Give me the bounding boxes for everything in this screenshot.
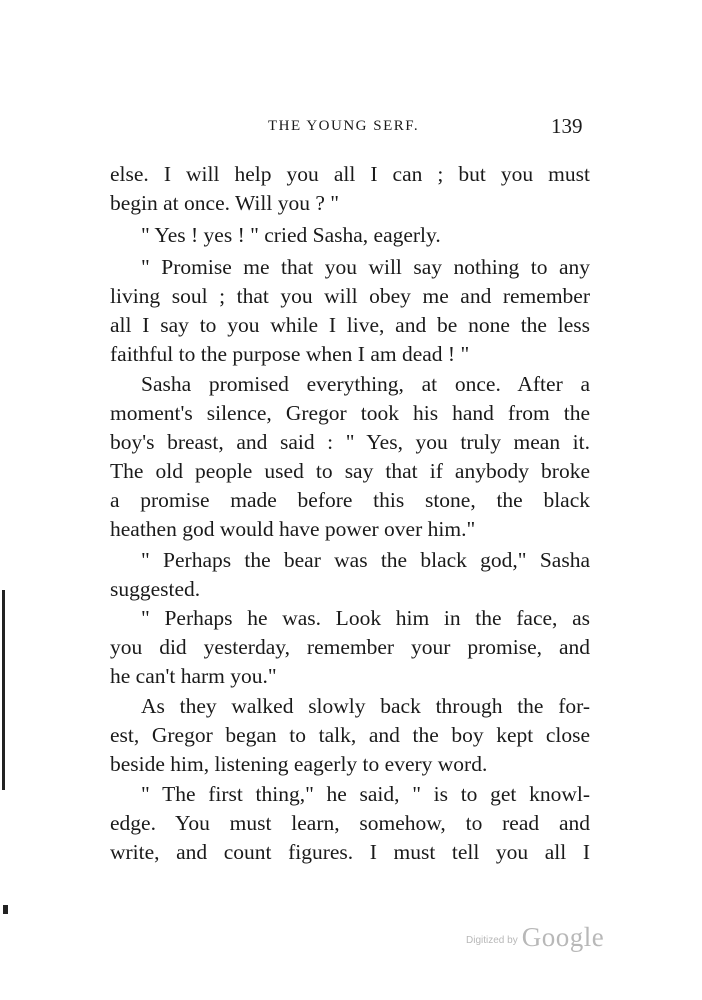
text-line: write, and count figures. I must tell you all I — [110, 840, 590, 864]
text-line: else. I will help you all I can ; but you must — [110, 162, 590, 186]
page-number: 139 — [551, 114, 583, 138]
text-line: all I say to you while I live, and be none the less — [110, 313, 590, 337]
text-line: faithful to the purpose when I am dead ! " — [110, 342, 470, 366]
text-line: moment's silence, Gregor took his hand from the — [110, 401, 590, 425]
text-line: " Perhaps the bear was the black god," Sasha — [141, 548, 590, 572]
text-line: est, Gregor began to talk, and the boy kept close — [110, 723, 590, 747]
text-line: he can't harm you." — [110, 664, 277, 688]
text-line: begin at once. Will you ? " — [110, 191, 340, 215]
google-watermark — [466, 922, 604, 953]
text-line: edge. You must learn, somehow, to read and — [110, 811, 590, 835]
text-line: a promise made before this stone, the black — [110, 488, 590, 512]
text-line: The old people used to say that if anybody broke — [110, 459, 590, 483]
text-line: " The first thing," he said, " is to get knowl- — [141, 782, 590, 806]
scan-edge-shadow — [2, 590, 5, 790]
text-line: suggested. — [110, 577, 201, 601]
text-line: " Promise me that you will say nothing to any — [141, 255, 590, 279]
text-line: " Yes ! yes ! " cried Sasha, eagerly. — [141, 223, 441, 247]
text-line: boy's breast, and said : " Yes, you truly mean it. — [110, 430, 590, 454]
google-logo: Google — [521, 922, 605, 952]
text-line: beside him, listening eagerly to every word. — [110, 752, 488, 776]
running-title: THE YOUNG SERF. — [268, 118, 420, 134]
text-line: living soul ; that you will obey me and remember — [110, 284, 590, 308]
text-line: As they walked slowly back through the for- — [141, 694, 590, 718]
text-line: Sasha promised everything, at once. After a — [141, 372, 590, 396]
text-line: heathen god would have power over him." — [110, 517, 476, 541]
watermark-prefix: Digitized by — [466, 935, 518, 946]
scan-edge-mark — [3, 905, 8, 914]
text-line: you did yesterday, remember your promise, and — [110, 635, 590, 659]
text-line: " Perhaps he was. Look him in the face, as — [141, 606, 590, 630]
